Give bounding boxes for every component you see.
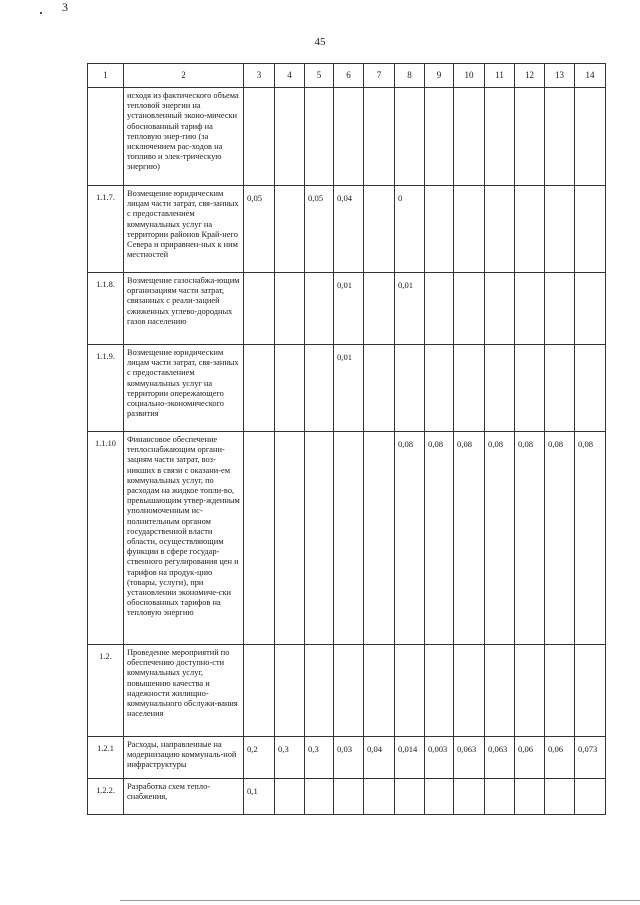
value-cell xyxy=(275,779,305,815)
row-number-cell: 1.1.7. xyxy=(88,186,124,273)
header-cell: 10 xyxy=(454,64,485,88)
value-cell xyxy=(244,645,275,737)
value-cell: 0,08 xyxy=(395,432,425,645)
value-cell xyxy=(364,186,395,273)
value-cell: 0,03 xyxy=(334,737,364,779)
value-cell xyxy=(395,779,425,815)
value-cell xyxy=(275,88,305,186)
value-cell xyxy=(545,88,575,186)
header-cell: 1 xyxy=(88,64,124,88)
value-cell xyxy=(275,432,305,645)
table-row xyxy=(88,88,606,186)
value-cell xyxy=(364,432,395,645)
value-cell xyxy=(305,273,334,345)
value-cell: 0,08 xyxy=(425,432,454,645)
value-cell xyxy=(515,186,545,273)
value-cell xyxy=(425,88,454,186)
value-cell xyxy=(515,88,545,186)
value-cell xyxy=(485,779,515,815)
value-cell xyxy=(545,186,575,273)
value-cell: 0,04 xyxy=(364,737,395,779)
header-cell: 4 xyxy=(275,64,305,88)
value-cell: 0 xyxy=(395,186,425,273)
budget-table xyxy=(87,63,606,815)
value-cell xyxy=(454,779,485,815)
value-cell: 0,01 xyxy=(334,273,364,345)
value-cell: 0,06 xyxy=(545,737,575,779)
value-cell xyxy=(364,273,395,345)
header-cell: 12 xyxy=(515,64,545,88)
value-cell xyxy=(485,645,515,737)
value-cell xyxy=(575,645,606,737)
value-cell xyxy=(454,273,485,345)
row-number-cell: 1.2.2. xyxy=(88,779,124,815)
value-cell: 0,01 xyxy=(395,273,425,345)
value-cell xyxy=(275,345,305,432)
scan-edge-line xyxy=(120,900,640,901)
table-row xyxy=(88,186,606,273)
row-number-cell: 1.2. xyxy=(88,645,124,737)
value-cell xyxy=(575,345,606,432)
row-number-cell: 1.2.1 xyxy=(88,737,124,779)
value-cell: 0,01 xyxy=(334,345,364,432)
table-row xyxy=(88,345,606,432)
header-cell: 14 xyxy=(575,64,606,88)
value-cell xyxy=(275,645,305,737)
value-cell xyxy=(515,645,545,737)
value-cell xyxy=(305,645,334,737)
value-cell xyxy=(425,645,454,737)
value-cell xyxy=(575,186,606,273)
value-cell xyxy=(545,273,575,345)
value-cell xyxy=(545,345,575,432)
value-cell: 0,2 xyxy=(244,737,275,779)
corner-mark: 3 xyxy=(62,0,68,14)
row-number-cell: 1.1.8. xyxy=(88,273,124,345)
value-cell xyxy=(305,345,334,432)
value-cell: 0,08 xyxy=(515,432,545,645)
value-cell xyxy=(305,432,334,645)
value-cell: 0,073 xyxy=(575,737,606,779)
value-cell xyxy=(334,779,364,815)
value-cell: 0,08 xyxy=(545,432,575,645)
header-cell: 5 xyxy=(305,64,334,88)
value-cell: 0,063 xyxy=(454,737,485,779)
value-cell xyxy=(275,186,305,273)
value-cell xyxy=(334,88,364,186)
row-description-cell: исходя из фактического объема тепловой энергии на установленный эконо-мически обоснованный тариф на тепловую энер-гию (за исключением рас-ходов на топливо и элек-трическую энергию) xyxy=(124,88,244,186)
value-cell xyxy=(425,345,454,432)
value-cell xyxy=(485,345,515,432)
value-cell: 0,05 xyxy=(305,186,334,273)
value-cell xyxy=(454,345,485,432)
value-cell xyxy=(575,779,606,815)
row-description-cell: Разработка схем тепло-снабжения, xyxy=(124,779,244,815)
row-number-cell: 1.1.9. xyxy=(88,345,124,432)
value-cell xyxy=(305,779,334,815)
row-description-cell: Расходы, направленные на модернизацию коммуналь-ной инфраструктуры xyxy=(124,737,244,779)
value-cell xyxy=(334,432,364,645)
value-cell xyxy=(515,273,545,345)
value-cell xyxy=(454,186,485,273)
value-cell xyxy=(545,779,575,815)
page-number: 45 xyxy=(314,36,326,48)
value-cell xyxy=(485,88,515,186)
value-cell: 0,014 xyxy=(395,737,425,779)
value-cell xyxy=(454,645,485,737)
value-cell xyxy=(244,432,275,645)
value-cell xyxy=(395,345,425,432)
header-cell: 11 xyxy=(485,64,515,88)
header-cell: 3 xyxy=(244,64,275,88)
value-cell xyxy=(334,645,364,737)
header-cell: 2 xyxy=(124,64,244,88)
value-cell xyxy=(305,88,334,186)
row-description-cell: Возмещение юридическим лицам части затрат, свя-занных с предоставлением коммунальных услуг на территории районов Край-него Севера и приравнен-ных к ним местностей xyxy=(124,186,244,273)
value-cell xyxy=(364,345,395,432)
value-cell xyxy=(575,273,606,345)
value-cell xyxy=(244,88,275,186)
value-cell xyxy=(425,186,454,273)
value-cell xyxy=(515,345,545,432)
row-number-cell: 1.1.10 xyxy=(88,432,124,645)
row-description-cell: Возмещение юридическим лицам части затрат, свя-занных с предоставлением коммунальных услуг на территории опережающего социально-экономического развития xyxy=(124,345,244,432)
row-description-cell: Проведение мероприятий по обеспечению доступно-сти коммунальных услуг, повышению качества и надежности жилищно-коммунального обслужи-вания населения xyxy=(124,645,244,737)
value-cell: 0,08 xyxy=(485,432,515,645)
value-cell xyxy=(454,88,485,186)
value-cell xyxy=(395,645,425,737)
value-cell xyxy=(395,88,425,186)
value-cell xyxy=(545,645,575,737)
value-cell: 0,04 xyxy=(334,186,364,273)
value-cell xyxy=(364,645,395,737)
table-row xyxy=(88,273,606,345)
value-cell xyxy=(425,779,454,815)
value-cell: 0,08 xyxy=(454,432,485,645)
value-cell xyxy=(485,186,515,273)
value-cell: 0,05 xyxy=(244,186,275,273)
header-cell: 9 xyxy=(425,64,454,88)
value-cell xyxy=(244,345,275,432)
table-row xyxy=(88,645,606,737)
table-row xyxy=(88,432,606,645)
row-description-cell: Возмещение газоснабжа-ющим организациям части затрат, связанных с реали-зацией сжиженных углево-дородных газов населению xyxy=(124,273,244,345)
header-row xyxy=(88,64,606,88)
table-row xyxy=(88,779,606,815)
value-cell: 0,1 xyxy=(244,779,275,815)
value-cell xyxy=(515,779,545,815)
scan-speck xyxy=(40,12,42,14)
value-cell: 0,3 xyxy=(305,737,334,779)
header-cell: 6 xyxy=(334,64,364,88)
table-row xyxy=(88,737,606,779)
value-cell xyxy=(364,88,395,186)
row-description-cell: Финансовое обеспечение теплоснабжающим органи-зациям части затрат, воз-никших в связи с оказани-ем коммунальных услуг, по расходам на жидкое топли-во, превышающим утвер-жденным уполномоченным ис-полнительным органом государственной власти области, осуществляющим функции в сфере государ-ственного регулирования цен и тарифов на продук-цию (товары, услуги), при установлении экономиче-ски обоснованных тарифов на тепловую энергию xyxy=(124,432,244,645)
value-cell xyxy=(244,273,275,345)
row-number-cell xyxy=(88,88,124,186)
value-cell: 0,06 xyxy=(515,737,545,779)
value-cell xyxy=(364,779,395,815)
value-cell xyxy=(425,273,454,345)
value-cell xyxy=(575,88,606,186)
value-cell: 0,063 xyxy=(485,737,515,779)
header-cell: 8 xyxy=(395,64,425,88)
value-cell: 0,3 xyxy=(275,737,305,779)
value-cell xyxy=(275,273,305,345)
value-cell xyxy=(485,273,515,345)
value-cell: 0,003 xyxy=(425,737,454,779)
header-cell: 7 xyxy=(364,64,395,88)
header-cell: 13 xyxy=(545,64,575,88)
value-cell: 0,08 xyxy=(575,432,606,645)
